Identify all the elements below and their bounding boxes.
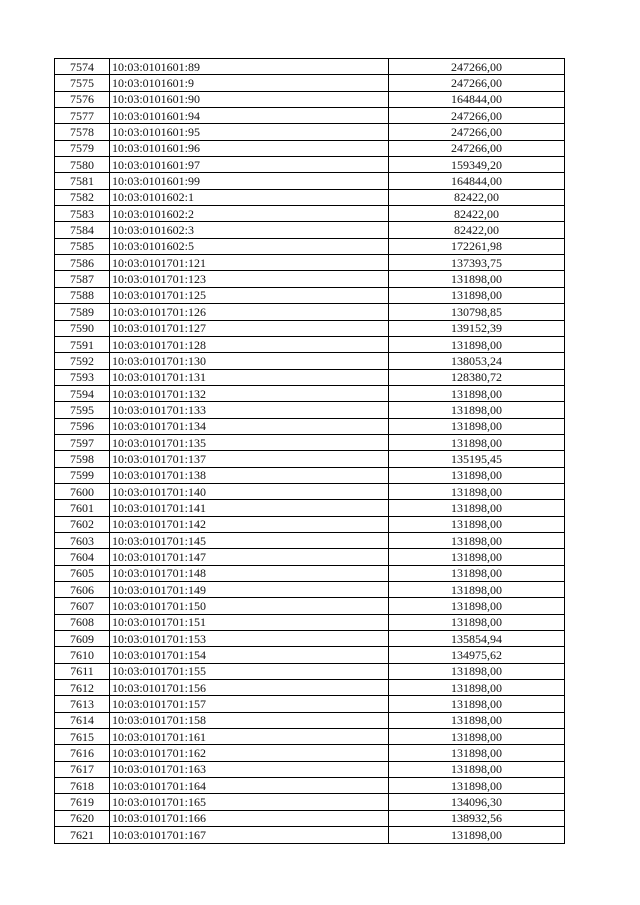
row-number-cell: 7604 <box>55 549 110 565</box>
value-cell: 131898,00 <box>389 549 565 565</box>
cadastral-number-cell: 10:03:0101701:141 <box>110 500 389 516</box>
cadastral-number-cell: 10:03:0101701:126 <box>110 304 389 320</box>
table-row <box>55 761 565 777</box>
value-cell: 131898,00 <box>389 680 565 696</box>
cadastral-number-cell: 10:03:0101701:133 <box>110 402 389 418</box>
cadastral-number-cell: 10:03:0101601:99 <box>110 173 389 189</box>
document-page <box>54 58 565 844</box>
table-row <box>55 631 565 647</box>
value-cell: 247266,00 <box>389 59 565 75</box>
table-row <box>55 696 565 712</box>
cadastral-number-cell: 10:03:0101701:149 <box>110 582 389 598</box>
cadastral-number-cell: 10:03:0101701:125 <box>110 287 389 303</box>
value-cell: 139152,39 <box>389 320 565 336</box>
value-cell: 135195,45 <box>389 451 565 467</box>
cadastral-number-cell: 10:03:0101602:2 <box>110 206 389 222</box>
cadastral-number-cell: 10:03:0101701:134 <box>110 418 389 434</box>
row-number-cell: 7596 <box>55 418 110 434</box>
table-row <box>55 582 565 598</box>
value-cell: 131898,00 <box>389 385 565 401</box>
row-number-cell: 7590 <box>55 320 110 336</box>
value-cell: 131898,00 <box>389 483 565 499</box>
value-cell: 131898,00 <box>389 745 565 761</box>
table-row <box>55 255 565 271</box>
value-cell: 138053,24 <box>389 353 565 369</box>
table-row <box>55 271 565 287</box>
row-number-cell: 7582 <box>55 189 110 205</box>
cadastral-number-cell: 10:03:0101701:128 <box>110 336 389 352</box>
value-cell: 131898,00 <box>389 500 565 516</box>
row-number-cell: 7589 <box>55 304 110 320</box>
value-cell: 82422,00 <box>389 222 565 238</box>
cadastral-number-cell: 10:03:0101701:138 <box>110 467 389 483</box>
row-number-cell: 7605 <box>55 565 110 581</box>
table-row <box>55 451 565 467</box>
table-row <box>55 189 565 205</box>
cadastral-number-cell: 10:03:0101701:163 <box>110 761 389 777</box>
cadastral-number-cell: 10:03:0101701:123 <box>110 271 389 287</box>
row-number-cell: 7592 <box>55 353 110 369</box>
table-row <box>55 565 565 581</box>
table-row <box>55 353 565 369</box>
row-number-cell: 7607 <box>55 598 110 614</box>
value-cell: 82422,00 <box>389 206 565 222</box>
value-cell: 131898,00 <box>389 696 565 712</box>
cadastral-number-cell: 10:03:0101601:9 <box>110 75 389 91</box>
value-cell: 131898,00 <box>389 532 565 548</box>
row-number-cell: 7586 <box>55 255 110 271</box>
cadastral-number-cell: 10:03:0101701:127 <box>110 320 389 336</box>
table-row <box>55 614 565 630</box>
row-number-cell: 7599 <box>55 467 110 483</box>
cadastral-number-cell: 10:03:0101701:156 <box>110 680 389 696</box>
table-row <box>55 810 565 826</box>
value-cell: 172261,98 <box>389 238 565 254</box>
row-number-cell: 7600 <box>55 483 110 499</box>
value-cell: 131898,00 <box>389 418 565 434</box>
table-row <box>55 532 565 548</box>
value-cell: 131898,00 <box>389 729 565 745</box>
table-row <box>55 549 565 565</box>
row-number-cell: 7606 <box>55 582 110 598</box>
cadastral-number-cell: 10:03:0101701:131 <box>110 369 389 385</box>
row-number-cell: 7576 <box>55 91 110 107</box>
row-number-cell: 7619 <box>55 794 110 810</box>
row-number-cell: 7591 <box>55 336 110 352</box>
value-cell: 164844,00 <box>389 91 565 107</box>
cadastral-number-cell: 10:03:0101602:1 <box>110 189 389 205</box>
table-row <box>55 418 565 434</box>
data-table <box>54 58 565 844</box>
table-row <box>55 434 565 450</box>
cadastral-number-cell: 10:03:0101701:121 <box>110 255 389 271</box>
value-cell: 131898,00 <box>389 582 565 598</box>
value-cell: 131898,00 <box>389 467 565 483</box>
value-cell: 134096,30 <box>389 794 565 810</box>
row-number-cell: 7614 <box>55 712 110 728</box>
row-number-cell: 7594 <box>55 385 110 401</box>
cadastral-number-cell: 10:03:0101602:5 <box>110 238 389 254</box>
row-number-cell: 7588 <box>55 287 110 303</box>
cadastral-number-cell: 10:03:0101701:155 <box>110 663 389 679</box>
value-cell: 164844,00 <box>389 173 565 189</box>
table-row <box>55 794 565 810</box>
row-number-cell: 7584 <box>55 222 110 238</box>
row-number-cell: 7621 <box>55 827 110 843</box>
cadastral-number-cell: 10:03:0101701:145 <box>110 532 389 548</box>
row-number-cell: 7613 <box>55 696 110 712</box>
table-row <box>55 663 565 679</box>
table-row <box>55 157 565 173</box>
table-row <box>55 467 565 483</box>
cadastral-number-cell: 10:03:0101701:147 <box>110 549 389 565</box>
cadastral-number-cell: 10:03:0101701:135 <box>110 434 389 450</box>
table-body <box>55 59 565 844</box>
table-row <box>55 320 565 336</box>
table-row <box>55 222 565 238</box>
cadastral-number-cell: 10:03:0101601:96 <box>110 140 389 156</box>
cadastral-number-cell: 10:03:0101701:153 <box>110 631 389 647</box>
value-cell: 131898,00 <box>389 565 565 581</box>
table-row <box>55 238 565 254</box>
cadastral-number-cell: 10:03:0101601:95 <box>110 124 389 140</box>
table-row <box>55 140 565 156</box>
table-row <box>55 729 565 745</box>
value-cell: 131898,00 <box>389 761 565 777</box>
row-number-cell: 7609 <box>55 631 110 647</box>
row-number-cell: 7587 <box>55 271 110 287</box>
row-number-cell: 7617 <box>55 761 110 777</box>
cadastral-number-cell: 10:03:0101701:130 <box>110 353 389 369</box>
row-number-cell: 7593 <box>55 369 110 385</box>
value-cell: 247266,00 <box>389 108 565 124</box>
cadastral-number-cell: 10:03:0101701:148 <box>110 565 389 581</box>
cadastral-number-cell: 10:03:0101701:140 <box>110 483 389 499</box>
table-row <box>55 287 565 303</box>
table-row <box>55 827 565 843</box>
value-cell: 131898,00 <box>389 598 565 614</box>
row-number-cell: 7595 <box>55 402 110 418</box>
table-row <box>55 500 565 516</box>
cadastral-number-cell: 10:03:0101701:166 <box>110 810 389 826</box>
row-number-cell: 7612 <box>55 680 110 696</box>
row-number-cell: 7575 <box>55 75 110 91</box>
row-number-cell: 7583 <box>55 206 110 222</box>
cadastral-number-cell: 10:03:0101701:142 <box>110 516 389 532</box>
table-row <box>55 91 565 107</box>
value-cell: 131898,00 <box>389 271 565 287</box>
row-number-cell: 7578 <box>55 124 110 140</box>
table-row <box>55 124 565 140</box>
value-cell: 137393,75 <box>389 255 565 271</box>
table-row <box>55 712 565 728</box>
table-row <box>55 385 565 401</box>
cadastral-number-cell: 10:03:0101701:158 <box>110 712 389 728</box>
value-cell: 135854,94 <box>389 631 565 647</box>
value-cell: 131898,00 <box>389 336 565 352</box>
row-number-cell: 7577 <box>55 108 110 124</box>
value-cell: 131898,00 <box>389 516 565 532</box>
row-number-cell: 7610 <box>55 647 110 663</box>
cadastral-number-cell: 10:03:0101701:165 <box>110 794 389 810</box>
row-number-cell: 7620 <box>55 810 110 826</box>
cadastral-number-cell: 10:03:0101701:137 <box>110 451 389 467</box>
table-row <box>55 516 565 532</box>
table-row <box>55 336 565 352</box>
value-cell: 131898,00 <box>389 712 565 728</box>
value-cell: 131898,00 <box>389 663 565 679</box>
cadastral-number-cell: 10:03:0101701:157 <box>110 696 389 712</box>
table-row <box>55 206 565 222</box>
row-number-cell: 7581 <box>55 173 110 189</box>
table-row <box>55 483 565 499</box>
table-row <box>55 369 565 385</box>
value-cell: 130798,85 <box>389 304 565 320</box>
value-cell: 159349,20 <box>389 157 565 173</box>
table-row <box>55 59 565 75</box>
row-number-cell: 7579 <box>55 140 110 156</box>
row-number-cell: 7611 <box>55 663 110 679</box>
row-number-cell: 7574 <box>55 59 110 75</box>
value-cell: 247266,00 <box>389 124 565 140</box>
table-row <box>55 778 565 794</box>
row-number-cell: 7615 <box>55 729 110 745</box>
table-row <box>55 108 565 124</box>
cadastral-number-cell: 10:03:0101701:167 <box>110 827 389 843</box>
cadastral-number-cell: 10:03:0101601:90 <box>110 91 389 107</box>
value-cell: 247266,00 <box>389 140 565 156</box>
row-number-cell: 7601 <box>55 500 110 516</box>
row-number-cell: 7603 <box>55 532 110 548</box>
value-cell: 131898,00 <box>389 402 565 418</box>
value-cell: 128380,72 <box>389 369 565 385</box>
table-row <box>55 745 565 761</box>
row-number-cell: 7598 <box>55 451 110 467</box>
cadastral-number-cell: 10:03:0101701:151 <box>110 614 389 630</box>
row-number-cell: 7597 <box>55 434 110 450</box>
table-row <box>55 402 565 418</box>
cadastral-number-cell: 10:03:0101701:150 <box>110 598 389 614</box>
row-number-cell: 7602 <box>55 516 110 532</box>
value-cell: 131898,00 <box>389 434 565 450</box>
value-cell: 131898,00 <box>389 614 565 630</box>
value-cell: 134975,62 <box>389 647 565 663</box>
value-cell: 82422,00 <box>389 189 565 205</box>
cadastral-number-cell: 10:03:0101601:89 <box>110 59 389 75</box>
cadastral-number-cell: 10:03:0101701:162 <box>110 745 389 761</box>
table-row <box>55 173 565 189</box>
table-row <box>55 598 565 614</box>
table-row <box>55 75 565 91</box>
table-row <box>55 304 565 320</box>
table-row <box>55 680 565 696</box>
row-number-cell: 7585 <box>55 238 110 254</box>
row-number-cell: 7618 <box>55 778 110 794</box>
value-cell: 131898,00 <box>389 827 565 843</box>
cadastral-number-cell: 10:03:0101701:154 <box>110 647 389 663</box>
cadastral-number-cell: 10:03:0101701:132 <box>110 385 389 401</box>
value-cell: 247266,00 <box>389 75 565 91</box>
row-number-cell: 7608 <box>55 614 110 630</box>
value-cell: 131898,00 <box>389 778 565 794</box>
row-number-cell: 7580 <box>55 157 110 173</box>
value-cell: 131898,00 <box>389 287 565 303</box>
row-number-cell: 7616 <box>55 745 110 761</box>
cadastral-number-cell: 10:03:0101701:161 <box>110 729 389 745</box>
cadastral-number-cell: 10:03:0101701:164 <box>110 778 389 794</box>
cadastral-number-cell: 10:03:0101602:3 <box>110 222 389 238</box>
value-cell: 138932,56 <box>389 810 565 826</box>
table-row <box>55 647 565 663</box>
cadastral-number-cell: 10:03:0101601:97 <box>110 157 389 173</box>
cadastral-number-cell: 10:03:0101601:94 <box>110 108 389 124</box>
